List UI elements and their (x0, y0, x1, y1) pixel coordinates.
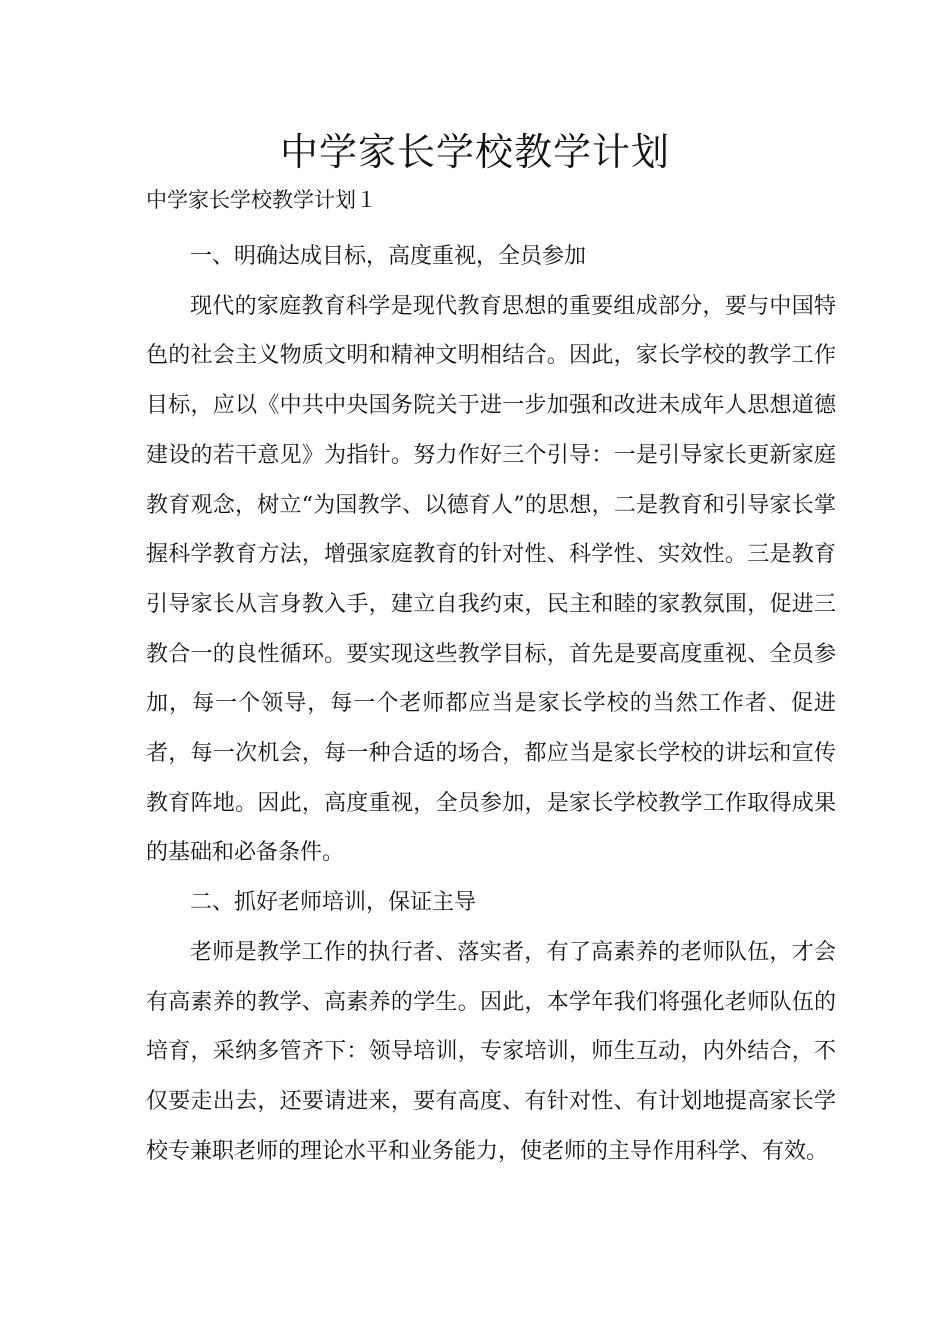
document-subtitle: 中学家长学校教学计划１ (146, 188, 377, 212)
document-body (146, 232, 836, 1176)
paragraph-2: 老师是教学工作的执行者、落实者，有了高素养的老师队伍，才会有高素养的教学、高素养的学生。因此，本学年我们将强化老师队伍的培育，采纳多管齐下：领导培训，专家培训，师生互动，内外结合，不仅要走出去，还要请进来，要有高度、有针对性、有计划地提高家长学校专兼职老师的理论水平和业务能力，使老师的主导作用科学、有效。 (146, 939, 836, 1164)
paragraph-1: 现代的家庭教育科学是现代教育思想的重要组成部分，要与中国特色的社会主义物质文明和精神文明相结合。因此，家长学校的教学工作目标，应以《中共中央国务院关于进一步加强和改进未成年人思想道德建设的若干意见》为指针。努力作好三个引导：一是引导家长更新家庭教育观念，树立“为国教学、以德育人”的思想，二是教育和引导家长掌握科学教育方法，增强家庭教育的针对性、科学性、实效性。三是教育引导家长从言身教入手，建立自我约束，民主和睦的家教氛围，促进三教合一的良性循环。要实现这些教学目标，首先是要高度重视、全员参加，每一个领导，每一个老师都应当是家长学校的当然工作者、促进者，每一次机会，每一种合适的场合，都应当是家长学校的讲坛和宣传教育阵地。因此，高度重视，全员参加，是家长学校教学工作取得成果的基础和必备条件。 (146, 293, 836, 866)
section-heading-2: 二、抓好老师培训，保证主导 (190, 890, 477, 916)
document-title: 中学家长学校教学计划 (279, 130, 670, 174)
section-heading-1: 一、明确达成目标，高度重视，全员参加 (190, 244, 587, 269)
